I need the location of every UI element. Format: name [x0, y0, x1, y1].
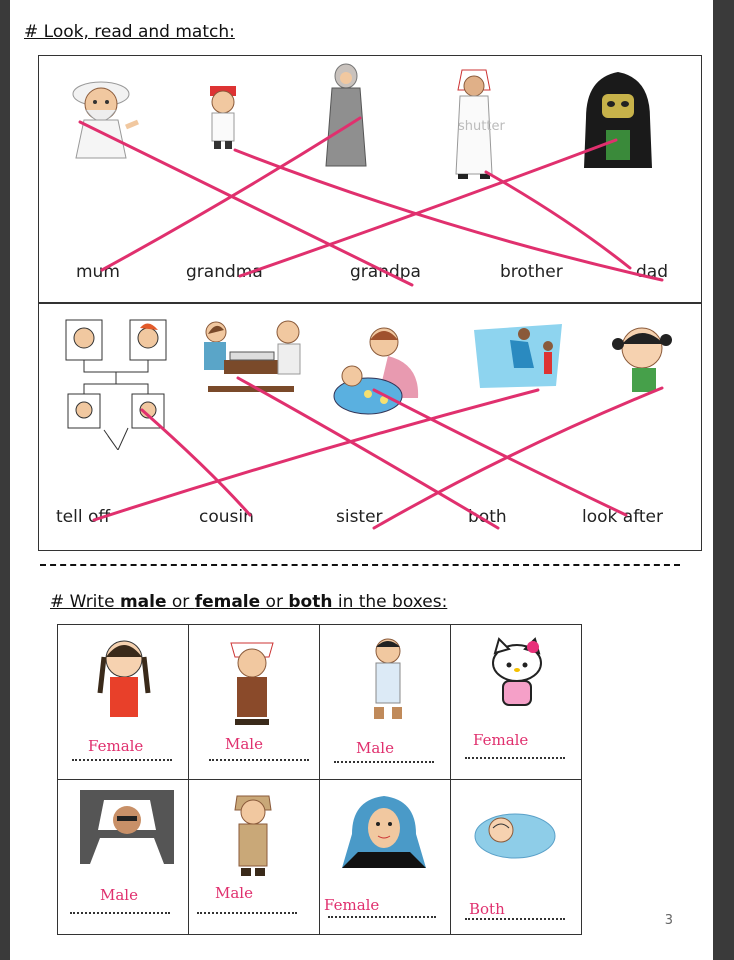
mum-picture: [578, 68, 658, 170]
answer-dots: [465, 757, 565, 759]
word-sister: sister: [336, 507, 383, 527]
answer-dots: [197, 912, 297, 914]
boy-picture: [217, 633, 287, 729]
gender-grid: [57, 624, 582, 935]
answer-dots: [72, 759, 172, 761]
word-tell-off: tell off: [56, 507, 111, 527]
grid-cell: [320, 625, 451, 780]
grid-cell: [451, 625, 582, 780]
worksheet-page: [10, 0, 713, 960]
svg-text:shutter: shutter: [458, 119, 505, 134]
answer-text: Female: [324, 896, 380, 914]
grid-cell: [451, 780, 582, 935]
man-picture: [80, 790, 174, 864]
answer-text: Male: [215, 884, 253, 902]
answer-text: Male: [356, 739, 394, 757]
grid-cell: [58, 625, 189, 780]
boy-picture: [360, 633, 416, 725]
word-cousin: cousin: [199, 507, 254, 527]
woman-picture: [338, 794, 430, 868]
word-dad: dad: [636, 262, 668, 282]
baby-picture: [473, 808, 557, 860]
grid-cell: [320, 780, 451, 935]
grandpa-picture: [56, 72, 146, 162]
answer-text: Both: [469, 900, 505, 918]
word-look-after: look after: [582, 507, 663, 527]
word-grandma: grandma: [186, 262, 263, 282]
grid-cell: [189, 625, 320, 780]
word-grandpa: grandpa: [350, 262, 421, 282]
grid-cell: [58, 780, 189, 935]
grandpa-chess-picture: [194, 316, 310, 406]
girl-picture: [608, 316, 678, 396]
answer-text: Male: [100, 886, 138, 904]
word-mum: mum: [76, 262, 120, 282]
answer-text: Female: [88, 737, 144, 755]
hello-kitty-picture: [487, 637, 547, 717]
girl-picture: [92, 633, 156, 725]
answer-dots: [70, 912, 170, 914]
boy-picture: [225, 788, 281, 880]
word-brother: brother: [500, 262, 563, 282]
family-tree-picture: [64, 318, 174, 450]
grandma-picture: [316, 62, 376, 172]
grid-cell: [189, 780, 320, 935]
answer-text: Male: [225, 735, 263, 753]
boy-picture: [198, 82, 248, 152]
section-divider: [40, 564, 680, 566]
tell-off-picture: [470, 320, 566, 392]
page-number: 3: [664, 913, 673, 928]
word-both: both: [468, 507, 507, 527]
answer-text: Female: [473, 731, 529, 749]
dad-picture: [446, 62, 502, 180]
answer-dots: [465, 918, 565, 920]
answer-dots: [334, 761, 434, 763]
section3-heading: # Write male or female or both in the boxes:: [50, 592, 448, 612]
answer-dots: [328, 916, 436, 918]
answer-dots: [209, 759, 309, 761]
sister-baby-picture: [328, 320, 428, 420]
section1-heading: # Look, read and match:: [24, 22, 235, 42]
